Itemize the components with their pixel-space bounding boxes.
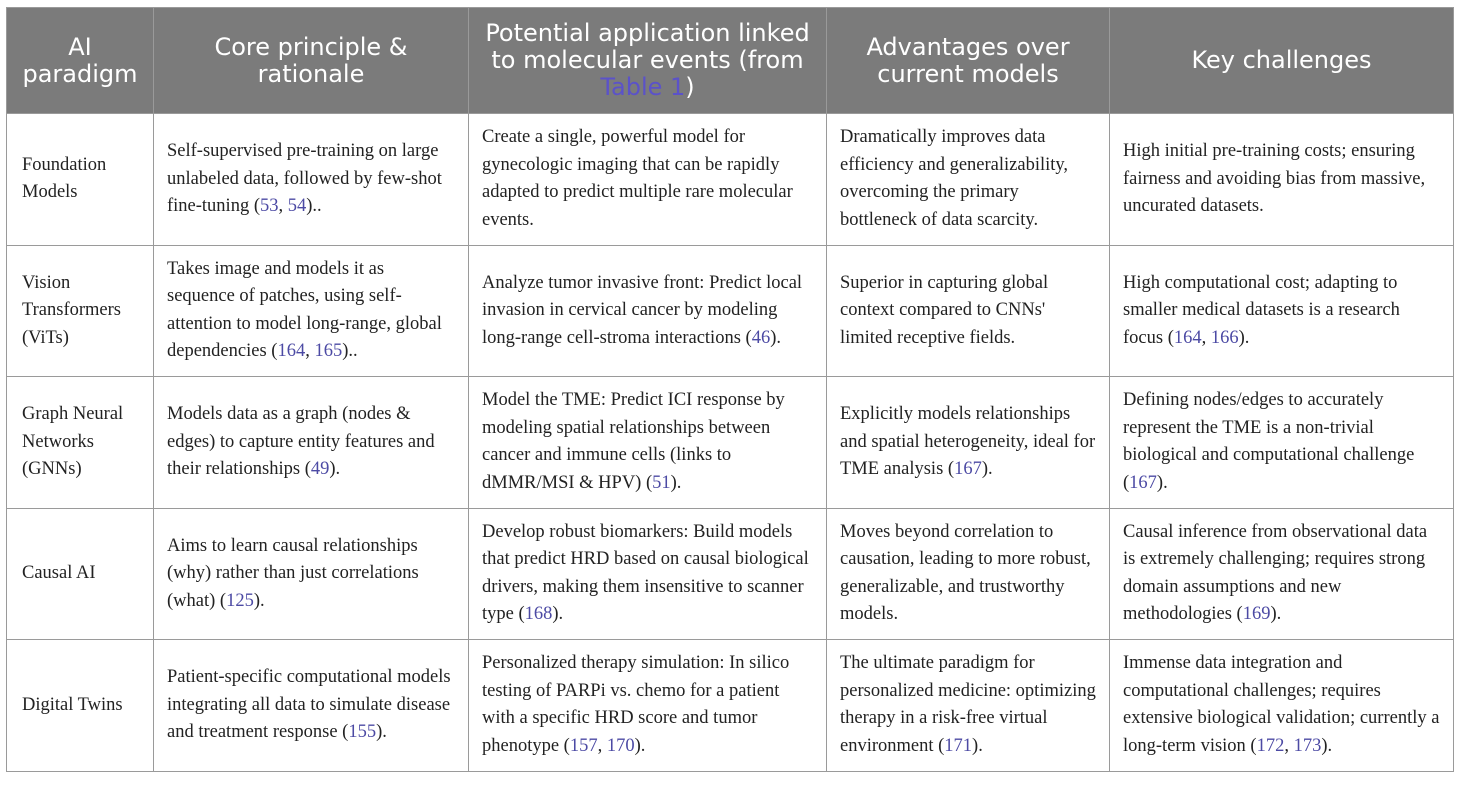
application-cell: [469, 377, 827, 509]
reference-link[interactable]: 165: [314, 341, 343, 362]
reference-link[interactable]: 172: [1256, 735, 1285, 756]
cell-text: ,: [305, 341, 315, 362]
table-row: [7, 114, 1454, 246]
cell-text: Aims to learn causal relationships (why) rather than just correlations (what) (: [167, 535, 419, 611]
header-application-suffix: ): [685, 73, 695, 101]
advantages-cell: [827, 640, 1110, 772]
table-row: [7, 640, 1454, 772]
reference-link[interactable]: 171: [944, 735, 973, 756]
reference-link[interactable]: 164: [277, 341, 306, 362]
paradigm-cell: Vision Transformers (ViTs): [7, 245, 154, 377]
cell-text: Moves beyond correlation to causation, leading to more robust, generalizable, and trustworthy models.: [840, 521, 1091, 625]
header-key-challenges: Key challenges: [1110, 8, 1454, 114]
advantages-cell: [827, 114, 1110, 246]
cell-text: Models data as a graph (nodes & edges) to capture entity features and their relationships (: [167, 404, 435, 479]
cell-text: Analyze tumor invasive front: Predict local invasion in cervical cancer by modeling long-range cell-stroma interactions (: [482, 272, 803, 348]
challenges-cell: [1110, 245, 1454, 377]
cell-text: Causal inference from observational data is extremely challenging; requires strong domain assumptions and new methodologies (: [1123, 521, 1428, 625]
cell-text: High computational cost; adapting to smaller medical datasets is a research focus (: [1123, 272, 1400, 348]
reference-link[interactable]: 167: [1129, 472, 1157, 493]
advantages-cell: [827, 377, 1110, 509]
cell-text: Takes image and models it as sequence of patches, using self-attention to model long-range, global dependencies (: [167, 258, 442, 362]
cell-text: )..: [342, 341, 358, 362]
cell-text: High initial pre-training costs; ensuring fairness and avoiding bias from massive, uncurated datasets.: [1123, 141, 1426, 216]
cell-text: Model the TME: Predict ICI response by modeling spatial relationships between cancer and immune cells (links to dMMR/MSI & HPV) (: [482, 390, 785, 493]
principle-cell: [154, 640, 469, 772]
cell-text: ).: [253, 590, 265, 611]
comparison-table: [6, 7, 1454, 772]
cell-text: ).: [376, 722, 387, 742]
cell-text: ).: [1321, 735, 1333, 756]
cell-text: ).: [972, 735, 983, 756]
cell-text: ).: [770, 327, 781, 348]
reference-link[interactable]: 166: [1210, 327, 1239, 348]
principle-cell: [154, 377, 469, 509]
challenges-cell: [1110, 114, 1454, 246]
advantages-cell: [827, 245, 1110, 377]
cell-text: ).: [634, 735, 646, 756]
reference-link[interactable]: 173: [1293, 735, 1322, 756]
application-cell: [469, 245, 827, 377]
challenges-cell: [1110, 377, 1454, 509]
application-cell: [469, 114, 827, 246]
reference-link[interactable]: 54: [287, 196, 307, 216]
cell-text: Defining nodes/edges to accurately represent the TME is a non-trivial biological and computational challenge (: [1123, 390, 1415, 493]
cell-text: ).: [1270, 604, 1282, 625]
cell-text: ).: [981, 459, 993, 479]
reference-link[interactable]: 49: [310, 459, 330, 479]
cell-text: ,: [597, 735, 607, 756]
challenges-cell: [1110, 640, 1454, 772]
cell-text: Self-supervised pre-training on large unlabeled data, followed by few-shot fine-tuning (: [167, 141, 442, 216]
header-ai-paradigm: AI paradigm: [7, 8, 154, 114]
reference-link[interactable]: 169: [1242, 604, 1271, 625]
reference-link[interactable]: 53: [260, 196, 279, 216]
cell-text: )..: [306, 196, 322, 216]
application-cell: [469, 640, 827, 772]
reference-link[interactable]: 125: [226, 590, 254, 611]
cell-text: ,: [278, 196, 288, 216]
principle-cell: [154, 114, 469, 246]
reference-link[interactable]: 157: [569, 735, 598, 756]
reference-link[interactable]: 170: [606, 735, 635, 756]
table-row: [7, 245, 1454, 377]
header-advantages: Advantages over current models: [827, 8, 1110, 114]
cell-text: Patient-specific computational models integrating all data to simulate disease and treatment response (: [167, 667, 451, 742]
cell-text: Personalized therapy simulation: In silico testing of PARPi vs. chemo for a patient with a specific HRD score and tumor phenotype (: [482, 653, 790, 756]
header-application-text: Potential application linked to molecular events (from: [485, 19, 810, 74]
reference-link[interactable]: 168: [524, 604, 553, 625]
cell-text: Explicitly models relationships and spatial heterogeneity, ideal for TME analysis (: [840, 404, 1096, 479]
header-potential-application: [469, 8, 827, 114]
paradigm-cell: Foundation Models: [7, 114, 154, 246]
principle-cell: [154, 508, 469, 640]
cell-text: Create a single, powerful model for gynecologic imaging that can be rapidly adapted to predict multiple rare molecular events.: [482, 127, 793, 230]
cell-text: The ultimate paradigm for personalized medicine: optimizing therapy in a risk-free virtual environment (: [840, 653, 1096, 756]
reference-link[interactable]: 164: [1173, 327, 1202, 348]
advantages-cell: [827, 508, 1110, 640]
header-core-principle: Core principle & rationale: [154, 8, 469, 114]
cell-text: Superior in capturing global context compared to CNNs' limited receptive fields.: [840, 272, 1049, 348]
paradigm-cell: Digital Twins: [7, 640, 154, 772]
cell-text: ).: [329, 459, 341, 479]
reference-link[interactable]: 46: [751, 327, 771, 348]
paradigm-cell: Causal AI: [7, 508, 154, 640]
application-cell: [469, 508, 827, 640]
cell-text: ,: [1201, 327, 1211, 348]
cell-text: ).: [1238, 327, 1250, 348]
table-row: [7, 377, 1454, 509]
cell-text: ).: [552, 604, 564, 625]
cell-text: Immense data integration and computational challenges; requires extensive biological validation; currently a long-term vision (: [1123, 653, 1440, 756]
cell-text: Develop robust biomarkers: Build models that predict HRD based on causal biological drivers, making them insensitive to scanner type (: [482, 521, 809, 625]
challenges-cell: [1110, 508, 1454, 640]
cell-text: ,: [1284, 735, 1294, 756]
cell-text: ).: [670, 472, 682, 493]
cell-text: ).: [1156, 472, 1168, 493]
table-1-link[interactable]: Table 1: [600, 73, 686, 101]
reference-link[interactable]: 167: [954, 459, 982, 479]
principle-cell: [154, 245, 469, 377]
header-row: [7, 8, 1454, 114]
paradigm-cell: Graph Neural Networks (GNNs): [7, 377, 154, 509]
reference-link[interactable]: 51: [652, 472, 671, 493]
table-row: [7, 508, 1454, 640]
reference-link[interactable]: 155: [348, 722, 377, 742]
cell-text: Dramatically improves data efficiency and generalizability, overcoming the primary bottleneck of data scarcity.: [840, 127, 1069, 230]
